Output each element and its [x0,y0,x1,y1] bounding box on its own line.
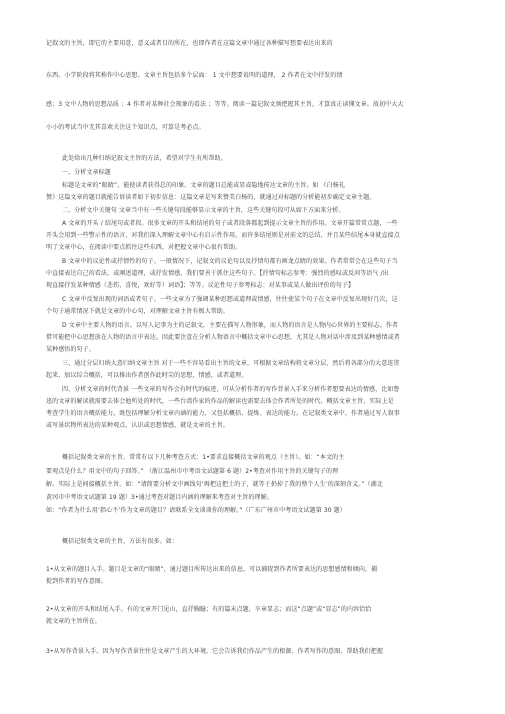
paragraph-line: 某种感悟的句子。 [46,346,95,353]
paragraph-line: 解。实际上是间接概括主旨。如：“请简要分析文中画线句‘再把这把土的子，就等于扔掉了我的整个人生’的深刻含义。”（湖北 [46,481,383,488]
list-item-continued: 捉到作者的写作意图。 [46,578,108,585]
list-item: 3•从写作背景入手。因为写作背景往往是文章产生的大环境，它会告诉我们作品产生的根源、作者写作的意图，帮助我们把握 [46,648,383,655]
paragraph-line: 现直接抒发某种情感（悲伤，喜悦，欢好等）词语】；等等。议论性句子参考标志：对某事或某人做出评价的句子】 [46,282,355,289]
paragraph-line: 起来，加以综合概括，可以推出作者创作此时尖的思想，情感，或者道理。 [46,372,248,379]
section-heading: 二、分析文中关键句 文章当中有一些关键句段能够显示文章的主旨，这些关键句段可从如下方面来分析。 [62,207,345,214]
paragraph-line: 小小的考试当中无其喜欢关注这个知识点，可算是考必点。 [46,124,205,131]
paragraph-line: 开头会用到一些警示性的语言，对我们深入理解文章中心有启示性作用。而许多结尾则是对前文的总结，并且某些结尾本身就直接点 [46,232,400,239]
paragraph-line: D 文章中主要人物的语言。以写人记事为主的记叙文，主要在描写人物形象，而人物的语言是人物内心世界的主要标志，作者 [62,322,399,329]
paragraph-line: 感；3 文中人物的思想品质 ；4 作者对某种社会现象的看法 ；等等。阅读一篇记叙文须把握其主旨，才算真正读懂文章。故初中大大 [46,101,404,108]
paragraph-line: A 文章的开头 / 结尾句或者段。很多文章的开头和结尾的句子或者段落都起到提示文章主旨的作用。文章开篇常常点题，一些 [62,220,398,227]
paragraph-line: 概括记叙类文章的主旨，常常有以下几种考查方式：1•要求直接概括文章的观点（主旨）。如：“本文的主 [62,454,345,461]
paragraph-line: 借可能把中心思想放在人物的语言中表达。因此要注意在分析人物语言中概括文章中心思想，尤其是人物对话中涉及到某种感情或者 [46,334,400,341]
section-heading: 四、分析文章的时代背景 一些文章的写作会有时代的痕迹，可从分析作者的写作背景入手来分析作者想要表达的情感，比如鲁 [62,386,400,393]
paragraph-line: 如：“作者为什么用‘指心不’作为文章的题目？请联系全文谈谈你的理解。”（广东广州市中考语文试题第 30 题） [46,507,346,514]
list-item: 1•从文章的题目入手。题目是文章的“眼睛”，通过题目所传达出来的信息，可以捕捉到作者所要表达的思想感情和倾向，捕 [46,566,378,573]
paragraph-line: 标题是文章的“眼睛”，能使读者获得总的印象。文章的题目总能或显或隐地传达文章的主旨。如 《白杨礼 [62,182,345,189]
paragraph-line: 赞》这篇文章的题目就能告诉读者如下初步信息：这篇文章是写来赞美白杨的，就通过对标题的分析能初步确定文章主题。 [46,194,376,201]
paragraph-line: 此处给出几种归纳记叙文主旨的方法，希望对学生有所帮助。 [62,155,227,162]
paragraph-line: B 文章中的议论性或抒情性的句子。一般情况下，记叙文的议论句以及抒情句都有画龙点睛的效果。作者常常会在这些句子当 [62,258,398,265]
paragraph-line: 迅的文章的解读就需要去体会他所处的时代，一些台湾作家的作品的解读也需要去体会作者所处的时代。概括文章主旨，实际上是 [46,398,394,405]
list-item-continued: 就文章的主旨所在。 [46,618,101,625]
paragraph-line: 中直接表达自己的看法，或阐述道理，或抒发情感，我们要善于抓住这些句子。【抒情句标志参考：强烈的感叹或反问等语气 /出 [46,270,389,277]
paragraph-line: 东西。小学阶段将其称作中心思想。文章主旨包括多个层面： 1 文中想要说明的道理， 2 作者在文中抒发的情 [46,72,343,79]
section-heading: 一、分析文章标题 [62,169,111,176]
paragraph-line: 个句子通常情况下就是文章的中心句，对理解文章主旨有极大帮助。 [46,308,230,315]
list-item: 2•从文章的开头和结尾入手。有的文章开门见山，直抒胸臆；有的篇末点题，卒章显志；而这“点题”或“显志”的内容恰恰 [46,606,372,613]
paragraph-line: C 文章中反复出现的词语或者句子。一些文章为了强调某种思想或道理或情感，往往使某个句子在文章中反复出现好几次，这 [62,296,398,303]
section-heading: 三、通过分层归纳大意归纳文章主旨 对于一些不容易看出主旨的文章，可根据文章结构将文章分层，然后将各部分的大意连贯 [62,360,400,367]
paragraph-line: 明了文章中心，在阅读中要点抓住这些东西，对把握文章中心很有帮助。 [46,244,242,251]
paragraph-line: 或写景状物所表达的某种观点、认识或思想情感，就是文章的主旨。 [46,422,230,429]
paragraph-line: 概括记叙类文章的主旨，方法有很多。如： [62,538,178,545]
paragraph-line: 黄冈市中考语文试题第 19 题）3•通过考查对题目内涵的理解来考查对主旨的理解。 [46,494,273,501]
paragraph-line: 记叙文的主旨，即它的主要用意，意义或者目的所在，也即作者在这篇文章中通过各种描写想要表达出来的 [46,40,333,47]
paragraph-line: 考查学生的语言概括能力。既包括理解分析文章内涵的能力，又包括概括、提炼、表达的能力。在记叙类文章中，作者通过写人叙事 [46,410,400,417]
paragraph-line: 要观点是什么？用文中的句子回答。” （浙江温州市中考语文试题第 6 题）2•考查对作用主旨的关键句子的理 [46,468,339,475]
